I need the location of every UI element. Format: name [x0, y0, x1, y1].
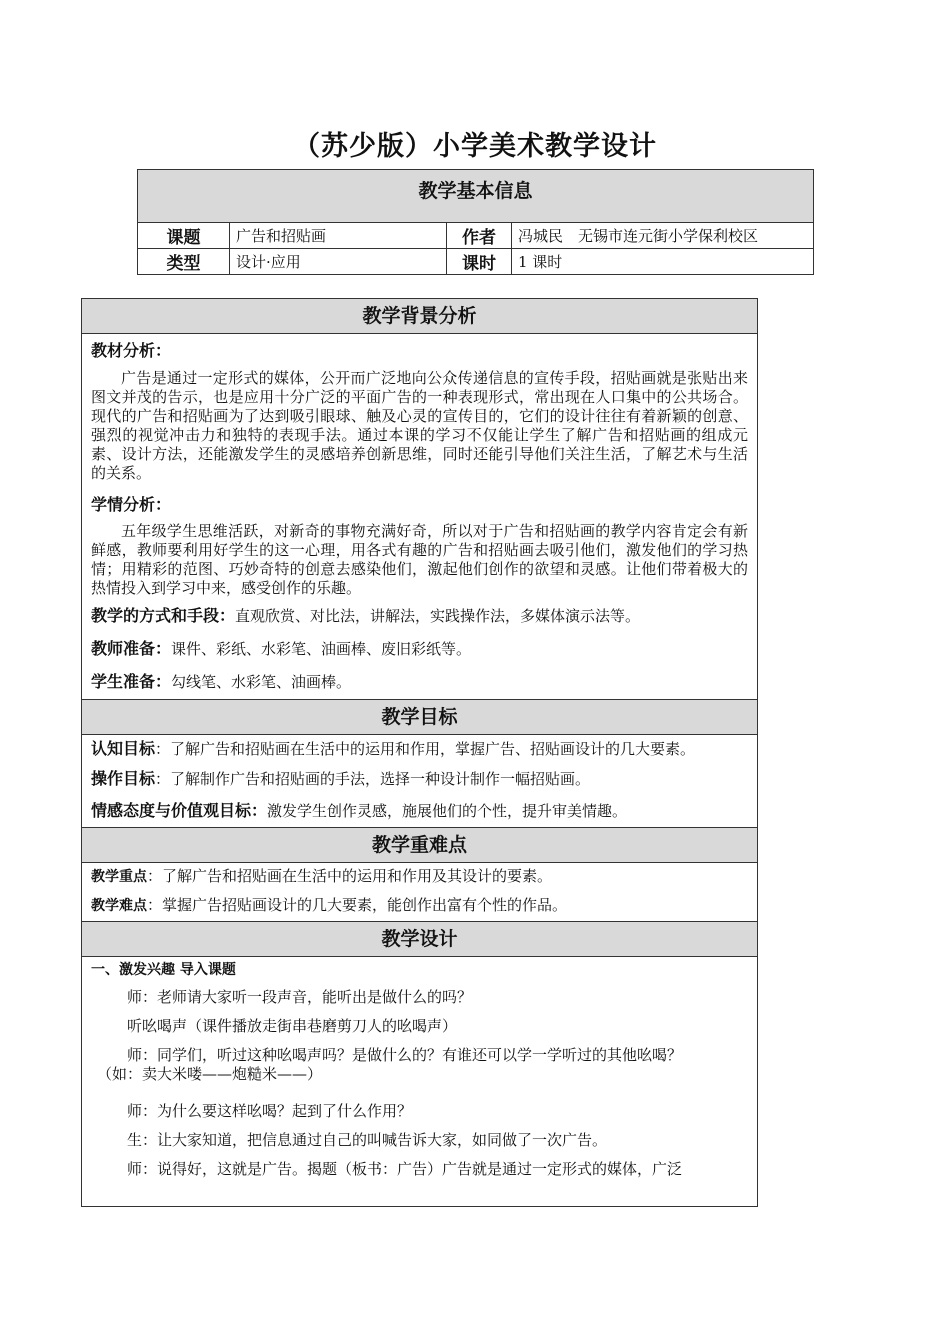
method-label: 教学的方式和手段：: [91, 606, 236, 625]
difficulty-text: ：掌握广告招贴画设计的几大要素，能创作出富有个性的作品。: [147, 896, 568, 914]
hours-value: 1 课时: [512, 249, 814, 275]
design-line: 听吆喝声（课件播放走街串巷磨剪刀人的吆喝声）: [127, 1017, 458, 1035]
key-point-text: ：了解广告和招贴画在生活中的运用和作用及其设计的要素。: [147, 867, 553, 885]
objectives-header: 教学目标: [82, 699, 757, 735]
difficulty-label: 教学难点: [91, 898, 147, 914]
student-prep-label: 学生准备：: [91, 672, 172, 691]
material-analysis-text: 广告是通过一定形式的媒体，公开而广泛地向公众传递信息的宣传手段，招贴画就是张贴出来图文并茂的告示，也是应用十分广泛的平面广告的一种表现形式，常出现在人口集中的公共场合。现代的广告和招贴画为了达到吸引眼球、触及心灵的宣传目的，它们的设计往往有着新颖的创意、强烈的视觉冲击力和独特的表现手法。通过本课的学习不仅能让学生了解广告和招贴画的组成元素、设计方法，还能激发学生的灵感培养创新思维，同时还能引导他们关注生活，了解艺术与生活的关系。: [91, 369, 748, 482]
emotion-goal-text: 激发学生创作灵感，施展他们的个性，提升审美情趣。: [267, 802, 628, 820]
basic-info-header: 教学基本信息: [138, 170, 814, 223]
student-prep-text: 勾线笔、水彩笔、油画棒。: [171, 673, 352, 691]
teacher-prep-text: 课件、彩纸、水彩笔、油画棒、废旧彩纸等。: [171, 640, 472, 658]
student-analysis-label: 学情分析：: [91, 495, 172, 514]
operation-goal-label: 操作目标: [91, 769, 156, 788]
author-value: 冯城民 无锡市连元街小学保利校区: [512, 223, 814, 249]
material-analysis-label: 教材分析：: [91, 341, 172, 360]
design-line: 师：同学们，听过这种吆喝声吗？是做什么的？有谁还可以学一学听过的其他吆喝？: [127, 1046, 683, 1064]
design-line: （如：卖大米喽——炮糙米——）: [97, 1065, 323, 1083]
design-section-title: 一、激发兴趣 导入课题: [91, 962, 236, 978]
design-line: 师：老师请大家听一段声音，能听出是做什么的吗？: [127, 988, 473, 1006]
design-line: 生：让大家知道，把信息通过自己的叫喊告诉大家，如同做了一次广告。: [127, 1131, 608, 1149]
student-analysis-text: 五年级学生思维活跃，对新奇的事物充满好奇，所以对于广告和招贴画的教学内容肯定会有新鲜感，教师要利用好学生的这一心理，用各式有趣的广告和招贴画去吸引他们，激发他们的学习热情；用精彩的范图、巧妙奇特的创意去感染他们，激起他们创作的欲望和灵感。让他们带着极大的热情投入到学习中来，感受创作的乐趣。: [91, 522, 748, 597]
hours-label: 课时: [447, 249, 512, 275]
document-title: （苏少版）小学美术教学设计: [293, 131, 657, 162]
cognitive-goal-label: 认知目标: [91, 739, 156, 758]
basic-info-table: [137, 169, 814, 275]
design-line: 师：为什么要这样吆喝？起到了什么作用？: [127, 1102, 413, 1120]
emotion-goal-label: 情感态度与价值观目标：: [91, 801, 268, 820]
design-line: 师：说得好，这就是广告。揭题（板书：广告）广告就是通过一定形式的媒体，广泛: [127, 1160, 683, 1178]
teacher-prep-label: 教师准备：: [91, 639, 172, 658]
key-point-label: 教学重点: [91, 869, 147, 885]
design-header: 教学设计: [82, 921, 757, 957]
cognitive-goal-text: ：了解广告和招贴画在生活中的运用和作用，掌握广告、招贴画设计的几大要素。: [155, 740, 696, 758]
topic-value: 广告和招贴画: [230, 223, 447, 249]
type-value: 设计·应用: [230, 249, 447, 275]
operation-goal-text: ：了解制作广告和招贴画的手法，选择一种设计制作一幅招贴画。: [155, 770, 591, 788]
key-points-header: 教学重难点: [82, 827, 757, 863]
author-label: 作者: [447, 223, 512, 249]
topic-label: 课题: [138, 223, 230, 249]
type-label: 类型: [138, 249, 230, 275]
background-header: 教学背景分析: [82, 299, 757, 334]
lesson-plan-table: [81, 298, 758, 1207]
method-text: 直观欣赏、对比法，讲解法，实践操作法，多媒体演示法等。: [235, 607, 641, 625]
